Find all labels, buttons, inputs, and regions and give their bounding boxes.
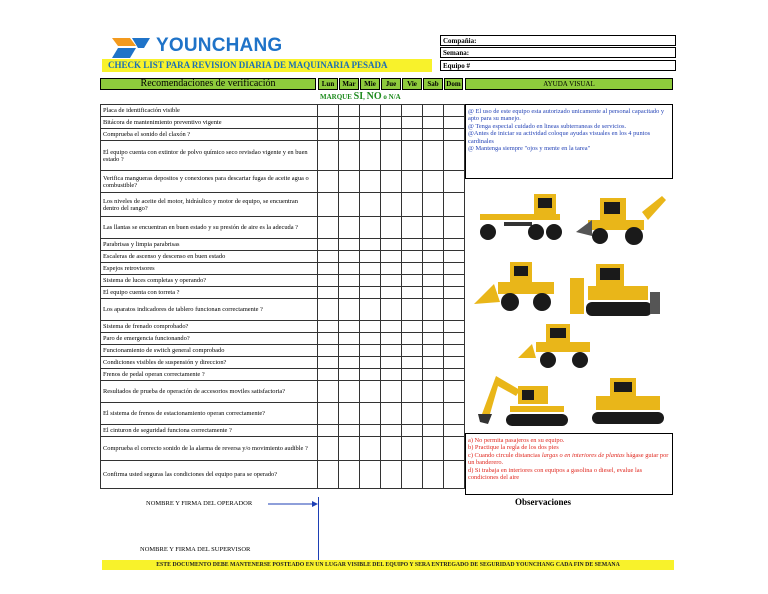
checklist-row [101,217,465,239]
day-check-cell[interactable] [444,117,465,129]
day-check-cell[interactable] [402,275,423,287]
day-check-cell[interactable] [339,193,360,217]
day-check-cell[interactable] [444,403,465,425]
checklist-row [101,129,465,141]
day-check-cell[interactable] [360,171,381,193]
warning-line-c [468,452,670,467]
checklist-row [101,171,465,193]
day-check-cell[interactable] [318,437,339,461]
day-header-sab: Sab [423,78,443,90]
day-check-cell[interactable] [360,437,381,461]
day-check-cell[interactable] [318,357,339,369]
check-item-label: El cinturon de seguridad funciona correctamente ? [101,425,318,437]
company-logo [112,36,297,60]
checklist-row [101,287,465,299]
day-check-cell[interactable] [402,437,423,461]
crawler-machine-icon [584,372,670,428]
ayuda-visual-header: AYUDA VISUAL [465,78,673,90]
day-check-cell[interactable] [318,141,339,171]
marque-suffix: o N/A [381,93,401,101]
ayuda-line: @Antes de iniciar su actividad coloque ayudas visuales en los 4 puntos cardinales [468,130,651,145]
day-check-cell[interactable] [444,345,465,357]
day-check-cell[interactable] [402,333,423,345]
check-item-label: Los aparatos indicadores de tablero funcionan correctamente ? [101,299,318,321]
day-check-cell[interactable] [423,117,444,129]
day-check-cell[interactable] [318,345,339,357]
day-check-cell[interactable] [423,251,444,263]
operador-signature-label: NOMBRE Y FIRMA DEL OPERADOR [146,500,253,507]
day-check-cell[interactable] [318,105,339,117]
day-check-cell[interactable] [423,403,444,425]
day-check-cell[interactable] [402,321,423,333]
brand-name: YOUNCHANG [156,35,283,56]
checklist-row [101,345,465,357]
day-check-cell[interactable] [339,117,360,129]
day-check-cell[interactable] [444,217,465,239]
day-check-cell[interactable] [444,425,465,437]
day-check-cell[interactable] [402,141,423,171]
day-check-cell[interactable] [402,425,423,437]
checklist-row [101,193,465,217]
day-check-cell[interactable] [402,403,423,425]
motor-grader-icon [474,184,570,250]
day-check-cell[interactable] [402,251,423,263]
day-check-cell[interactable] [318,117,339,129]
day-check-cell[interactable] [360,105,381,117]
wheel-loader-icon [474,256,558,312]
day-check-cell[interactable] [318,217,339,239]
checklist-row [101,461,465,489]
day-header-mar: Mar [339,78,359,90]
day-check-cell[interactable] [402,369,423,381]
day-check-cell[interactable] [402,357,423,369]
day-check-cell[interactable] [423,171,444,193]
marque-instruction [316,90,462,104]
day-check-cell[interactable] [444,239,465,251]
day-check-cell[interactable] [339,239,360,251]
day-check-cell[interactable] [444,287,465,299]
day-check-cell[interactable] [444,437,465,461]
day-check-cell[interactable] [381,117,402,129]
day-check-cell[interactable] [381,321,402,333]
day-check-cell[interactable] [360,251,381,263]
checklist-row [101,369,465,381]
day-check-cell[interactable] [339,345,360,357]
day-check-cell[interactable] [402,217,423,239]
day-check-cell[interactable] [444,299,465,321]
day-check-cell[interactable] [381,461,402,489]
day-check-cell[interactable] [423,381,444,403]
warning-c-prefix: c) Cuando circule distancias [468,451,542,459]
checklist-row [101,381,465,403]
signature-divider [318,497,319,561]
document-title: CHECK LIST PARA REVISION DIARIA DE MAQUINARIA PESADA [102,59,432,72]
day-check-cell[interactable] [339,263,360,275]
day-check-cell[interactable] [402,239,423,251]
recommendations-header: Recomendaciones de verificación [100,78,316,90]
day-check-cell[interactable] [318,403,339,425]
day-check-cell[interactable] [318,239,339,251]
day-check-cell[interactable] [339,287,360,299]
day-header-jue: Jue [381,78,401,90]
day-check-cell[interactable] [444,321,465,333]
day-check-cell[interactable] [423,437,444,461]
day-check-cell[interactable] [360,381,381,403]
day-check-cell[interactable] [423,425,444,437]
day-check-cell[interactable] [339,333,360,345]
checklist-row [101,299,465,321]
day-check-cell[interactable] [402,171,423,193]
check-item-label: Sistema de frenado comprobado? [101,321,318,333]
week-field[interactable]: Semana: [440,47,676,58]
check-item-label: Funcionamiento de switch general comprobado [101,345,318,357]
check-item-label: El equipo cuenta con torreta ? [101,287,318,299]
day-check-cell[interactable] [360,369,381,381]
day-check-cell[interactable] [339,461,360,489]
check-item-label: Parabrisas y limpia parabrisas [101,239,318,251]
day-check-cell[interactable] [318,321,339,333]
day-check-cell[interactable] [444,193,465,217]
day-check-cell[interactable] [444,171,465,193]
day-check-cell[interactable] [318,299,339,321]
day-header-vie: Vie [402,78,422,90]
checklist-row [101,425,465,437]
day-check-cell[interactable] [318,129,339,141]
warning-line-a: a) No permita pasajeros en su equipo. [468,437,565,444]
check-item-label: Comprueba el correcto sonido de la alarma de reversa y/o movimiento audible ? [101,437,318,461]
day-check-cell[interactable] [339,217,360,239]
day-check-cell[interactable] [444,369,465,381]
day-check-cell[interactable] [381,105,402,117]
day-check-cell[interactable] [423,345,444,357]
day-check-cell[interactable] [423,287,444,299]
day-check-cell[interactable] [339,425,360,437]
day-check-cell[interactable] [360,263,381,275]
day-check-cell[interactable] [381,299,402,321]
day-check-cell[interactable] [318,287,339,299]
day-check-cell[interactable] [360,321,381,333]
observaciones-label: Observaciones [515,497,571,507]
day-check-cell[interactable] [360,117,381,129]
warnings-box [465,433,673,495]
day-check-cell[interactable] [423,369,444,381]
day-check-cell[interactable] [444,461,465,489]
day-check-cell[interactable] [402,345,423,357]
day-check-cell[interactable] [339,171,360,193]
warning-c-italic: largas o en interiores de plantas [541,451,625,459]
day-check-cell[interactable] [339,437,360,461]
day-check-cell[interactable] [444,381,465,403]
day-check-cell[interactable] [402,381,423,403]
check-item-label: Condiciones visibles de suspensión y direccion? [101,357,318,369]
warning-line-b: b) Practique la regla de los dos pies [468,444,559,452]
day-check-cell[interactable] [381,345,402,357]
check-item-label: Sistema de luces completas y operando? [101,275,318,287]
day-check-cell[interactable] [381,381,402,403]
day-check-cell[interactable] [381,403,402,425]
equipment-field[interactable]: Equipo # [440,60,676,71]
check-item-label: Frenos de pedal operan correctamente ? [101,369,318,381]
checklist-row [101,141,465,171]
warning-c-suffix: hágase guiar por un banderero. [468,451,669,467]
day-check-cell[interactable] [339,321,360,333]
day-check-cell[interactable] [423,321,444,333]
day-check-cell[interactable] [339,275,360,287]
day-check-cell[interactable] [381,437,402,461]
day-check-cell[interactable] [423,141,444,171]
day-check-cell[interactable] [339,251,360,263]
day-check-cell[interactable] [318,263,339,275]
day-check-cell[interactable] [360,287,381,299]
checklist-row [101,403,465,425]
marque-si: SI [353,91,364,102]
ayuda-line: @ Tenga especial cuidado en lineas subterraneas de servicios. [468,122,627,130]
arrow-icon [268,500,318,508]
logo-mark-icon [112,36,154,60]
day-check-cell[interactable] [381,263,402,275]
day-check-cell[interactable] [318,369,339,381]
day-check-cell[interactable] [360,357,381,369]
marque-prefix: MARQUE [320,93,354,101]
day-check-cell[interactable] [402,287,423,299]
day-check-cell[interactable] [444,275,465,287]
day-check-cell[interactable] [423,357,444,369]
bulldozer-icon [566,256,666,326]
day-check-cell[interactable] [381,333,402,345]
day-check-cell[interactable] [318,381,339,403]
day-check-cell[interactable] [423,263,444,275]
day-check-cell[interactable] [381,357,402,369]
footer-notice: ESTE DOCUMENTO DEBE MANTENERSE POSTEADO EN UN LUGAR VISIBLE DEL EQUIPO Y SERA ENTREGADO DE SEGURIDAD YOUNCHANG CADA FIN DE SEMANA [102,560,674,570]
check-item-label: Placa de identificación visible [101,105,318,117]
day-check-cell[interactable] [444,251,465,263]
ayuda-line: @ Mantenga siempre "ojos y mente en la tarea" [468,145,591,153]
day-check-cell[interactable] [381,287,402,299]
check-item-label: Verifica mangueras depositos y conexiones para descartar fugas de aceite agua o combustible? [101,171,318,193]
day-check-cell[interactable] [381,425,402,437]
day-check-cell[interactable] [318,193,339,217]
day-check-cell[interactable] [381,141,402,171]
day-check-cell[interactable] [360,275,381,287]
day-check-cell[interactable] [381,369,402,381]
day-check-cell[interactable] [318,461,339,489]
day-check-cell[interactable] [360,461,381,489]
day-check-cell[interactable] [402,105,423,117]
day-check-cell[interactable] [339,105,360,117]
day-check-cell[interactable] [402,299,423,321]
day-check-cell[interactable] [318,171,339,193]
day-check-cell[interactable] [381,129,402,141]
day-check-cell[interactable] [402,461,423,489]
excavator-icon [474,370,574,432]
compact-loader-icon [518,318,602,370]
day-check-cell[interactable] [423,275,444,287]
check-item-label: Confirma usted seguras las condiciones del equipo para se operado? [101,461,318,489]
day-check-cell[interactable] [423,217,444,239]
day-check-cell[interactable] [402,117,423,129]
backhoe-loader-icon [576,190,668,246]
day-check-cell[interactable] [339,369,360,381]
check-item-label: El equipo cuenta con extintor de polvo químico seco revisdao vigente y en buen estado ? [101,141,318,171]
day-check-cell[interactable] [423,239,444,251]
ayuda-visual-box [465,104,673,179]
day-check-cell[interactable] [402,129,423,141]
day-check-cell[interactable] [360,141,381,171]
day-header-lun: Lun [318,78,338,90]
checklist-row [101,333,465,345]
checklist-row [101,239,465,251]
day-check-cell[interactable] [444,263,465,275]
day-check-cell[interactable] [360,217,381,239]
day-check-cell[interactable] [381,193,402,217]
check-item-label: Escaleras de ascenso y descenso en buen estado [101,251,318,263]
day-check-cell[interactable] [360,129,381,141]
day-check-cell[interactable] [423,105,444,117]
day-check-cell[interactable] [423,129,444,141]
ayuda-line: @ El uso de este equipo esta autorizado unicamente al personal capacitado y apto para su manejo. [468,108,665,123]
day-check-cell[interactable] [318,251,339,263]
checklist-row [101,357,465,369]
day-header-mie: Mie [360,78,380,90]
day-check-cell[interactable] [423,461,444,489]
checklist-table [100,104,465,489]
day-check-cell[interactable] [318,425,339,437]
company-field[interactable]: Compañia: [440,35,676,46]
day-check-cell[interactable] [381,275,402,287]
day-check-cell[interactable] [318,333,339,345]
day-check-cell[interactable] [402,193,423,217]
checklist-row [101,251,465,263]
day-check-cell[interactable] [444,141,465,171]
day-check-cell[interactable] [381,239,402,251]
checklist-row [101,117,465,129]
day-check-cell[interactable] [360,299,381,321]
day-check-cell[interactable] [339,403,360,425]
day-header-dom: Dom [444,78,463,90]
day-check-cell[interactable] [339,129,360,141]
day-check-cell[interactable] [360,193,381,217]
check-item-label: Las llantas se encuentran en buen estado y su presión de aire es la adecuda ? [101,217,318,239]
day-check-cell[interactable] [381,251,402,263]
check-item-label: Espejos retrovisores [101,263,318,275]
day-check-cell[interactable] [423,299,444,321]
day-check-cell[interactable] [423,333,444,345]
check-item-label: Comprueba el sonido del claxón ? [101,129,318,141]
supervisor-signature-label: NOMBRE Y FIRMA DEL SUPERVISOR [140,546,251,553]
day-check-cell[interactable] [381,217,402,239]
day-check-cell[interactable] [339,299,360,321]
marque-no: NO [366,91,382,102]
day-check-cell[interactable] [360,239,381,251]
check-item-label: Resultados de prueba de operación de accesorios moviles satisfactoria? [101,381,318,403]
day-check-cell[interactable] [381,171,402,193]
day-check-cell[interactable] [444,357,465,369]
day-check-cell[interactable] [339,357,360,369]
day-check-cell[interactable] [360,403,381,425]
checklist-row [101,437,465,461]
day-check-cell[interactable] [402,263,423,275]
checklist-row [101,321,465,333]
day-check-cell[interactable] [339,141,360,171]
day-check-cell[interactable] [360,345,381,357]
day-check-cell[interactable] [339,381,360,403]
warning-line-d: d) Si trabaja en interiores con equipos a gasolina o diesel, evalue las condiciones del aire [468,466,643,482]
check-item-label: Los niveles de aceite del motor, hidráulico y motor de equipo, se encuentran dentro del rango? [101,193,318,217]
day-check-cell[interactable] [423,193,444,217]
checklist-row [101,105,465,117]
checklist-row [101,263,465,275]
check-item-label: Bitácora de mantenimiento preventivo vigente [101,117,318,129]
marque-comma: , [363,93,367,101]
day-check-cell[interactable] [360,333,381,345]
check-item-label: Paro de emergencia funcionando? [101,333,318,345]
day-check-cell[interactable] [318,275,339,287]
day-check-cell[interactable] [444,333,465,345]
day-check-cell[interactable] [444,105,465,117]
check-item-label: El sistema de frenos de estacionamiento operan correctamente? [101,403,318,425]
checklist-row [101,275,465,287]
day-check-cell[interactable] [444,129,465,141]
day-check-cell[interactable] [360,425,381,437]
